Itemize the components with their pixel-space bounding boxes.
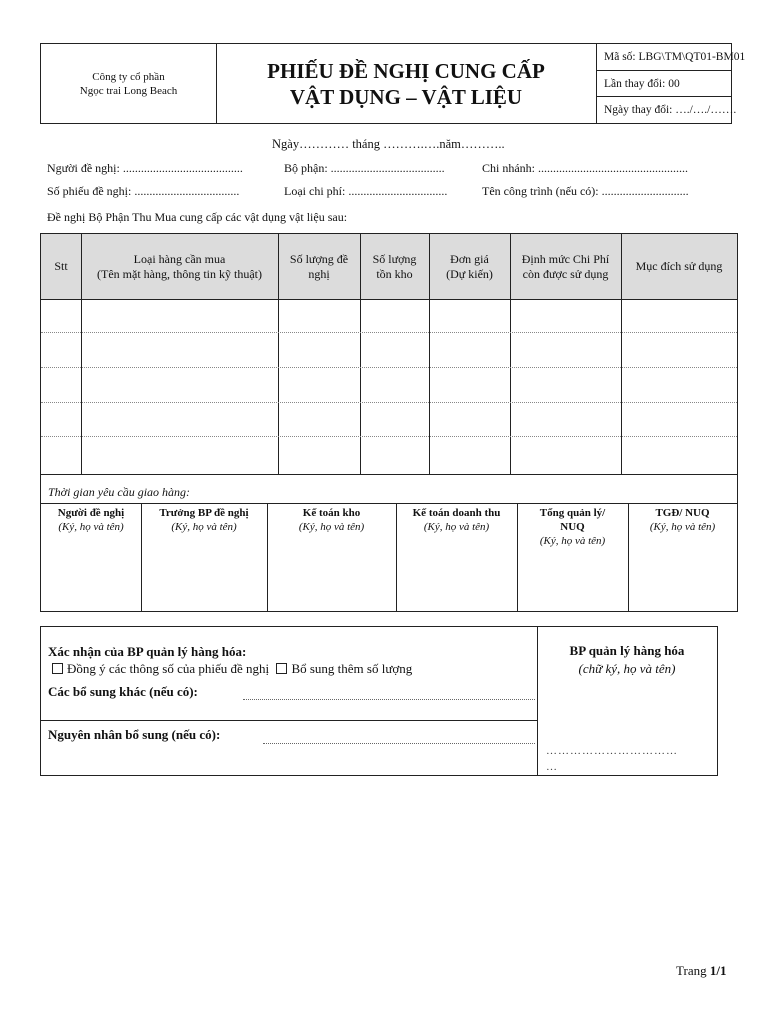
table-row[interactable] xyxy=(41,368,737,402)
intro-text: Đề nghị Bộ Phận Thu Mua cung cấp các vật dụng vật liệu sau: xyxy=(47,210,348,224)
form-code: Mã số: LBG\TM\QT01-BM01 xyxy=(604,51,746,63)
branch-field[interactable]: Chi nhánh: .................................................. xyxy=(482,161,688,175)
signature-warehouse-accountant[interactable] xyxy=(267,506,396,534)
signature-sub: (Ký, họ và tên) xyxy=(298,521,365,533)
right-signature-dots-2: … xyxy=(546,761,557,773)
requester-field[interactable]: Người đề nghị: ........................................ xyxy=(47,161,243,175)
table-row[interactable] xyxy=(41,300,737,332)
signature-sub: (Ký, họ và tên) xyxy=(539,535,606,547)
confirmation-box xyxy=(40,626,718,776)
col-header-cost-norm: Định mức Chi Phí còn được sử dụng xyxy=(510,234,621,299)
signature-ceo[interactable] xyxy=(628,506,737,534)
confirm-options xyxy=(52,661,412,677)
signature-revenue-accountant[interactable] xyxy=(396,506,517,534)
form-title-line1: PHIẾU ĐỀ NGHỊ CUNG CẤP xyxy=(267,58,545,83)
agree-label: Đồng ý các thông số của phiếu đề nghị xyxy=(67,661,270,676)
signature-title: Kế toán doanh thu xyxy=(412,507,501,519)
reason-label: Nguyên nhân bổ sung (nếu có): xyxy=(48,727,221,742)
col-header-stock-qty: Số lượng tồn kho xyxy=(360,234,429,299)
table-row[interactable] xyxy=(41,333,737,367)
delivery-time-field[interactable]: Thời gian yêu cầu giao hàng: xyxy=(48,485,191,499)
company-name: Ngọc trai Long Beach xyxy=(79,84,178,97)
date-line[interactable]: Ngày………… tháng ……….….năm……….. xyxy=(272,137,505,151)
col-header-purpose: Mục đích sử dụng xyxy=(621,234,737,299)
items-table xyxy=(40,233,738,612)
signature-sub: (Ký, họ và tên) xyxy=(58,521,124,533)
col-header-stt: Stt xyxy=(41,234,81,299)
cost-type-field[interactable]: Loại chi phí: ................................. xyxy=(284,184,448,198)
project-field[interactable]: Tên công trình (nếu có): ............................. xyxy=(482,184,689,198)
signature-title: Người đề nghị xyxy=(57,507,125,519)
add-quantity-checkbox[interactable] xyxy=(276,663,287,674)
right-signature-dots[interactable]: …………………………… xyxy=(546,745,678,757)
col-header-item: Loại hàng cần mua (Tên mặt hàng, thông tin kỹ thuật) xyxy=(81,234,278,299)
form-revision: Lần thay đổi: 00 xyxy=(596,70,731,96)
confirm-title: Xác nhận của BP quản lý hàng hóa: xyxy=(48,644,247,659)
right-signature-title: BP quản lý hàng hóa xyxy=(569,643,685,658)
page-value: 1/1 xyxy=(709,963,727,978)
add-quantity-label: Bổ sung thêm số lượng xyxy=(291,661,413,676)
signature-sub: (Ký, họ và tên) xyxy=(171,521,237,533)
signature-requester[interactable] xyxy=(41,506,141,534)
signature-title: Kế toán kho xyxy=(302,507,361,519)
table-row[interactable] xyxy=(41,437,737,474)
page-number xyxy=(676,963,726,979)
reason-line[interactable] xyxy=(263,743,535,744)
other-additions-line[interactable] xyxy=(243,699,535,700)
form-title xyxy=(216,44,597,123)
table-row[interactable] xyxy=(41,403,737,436)
signature-title: Tổng quản lý/ NUQ xyxy=(539,507,606,533)
signature-sub: (Ký, họ và tên) xyxy=(649,521,716,533)
signature-sub: (Ký, họ và tên) xyxy=(423,521,490,533)
request-number-field[interactable]: Số phiếu đề nghị: ................................... xyxy=(47,184,240,198)
company-block xyxy=(41,44,217,123)
col-header-requested-qty: Số lượng đề nghị xyxy=(278,234,360,299)
form-header xyxy=(40,43,746,124)
form-meta xyxy=(596,44,746,123)
company-type: Công ty cổ phần xyxy=(92,70,165,83)
form-change-date: Ngày thay đổi: …./…./……. xyxy=(596,96,731,122)
signature-general-manager[interactable] xyxy=(517,506,628,548)
other-additions-label: Các bổ sung khác (nếu có): xyxy=(48,684,198,699)
page-label: Trang xyxy=(676,963,710,978)
signature-title: Trưởng BP đề nghị xyxy=(159,507,249,519)
signature-dept-head[interactable] xyxy=(141,506,267,534)
right-signature-sub: (chữ ký, họ và tên) xyxy=(578,661,676,676)
department-field[interactable]: Bộ phận: ...................................... xyxy=(284,161,445,175)
col-header-unit-price: Đơn giá (Dự kiến) xyxy=(429,234,510,299)
signature-title: TGĐ/ NUQ xyxy=(655,507,710,519)
agree-checkbox[interactable] xyxy=(52,663,63,674)
form-title-line2: VẬT DỤNG – VẬT LIỆU xyxy=(289,84,523,109)
